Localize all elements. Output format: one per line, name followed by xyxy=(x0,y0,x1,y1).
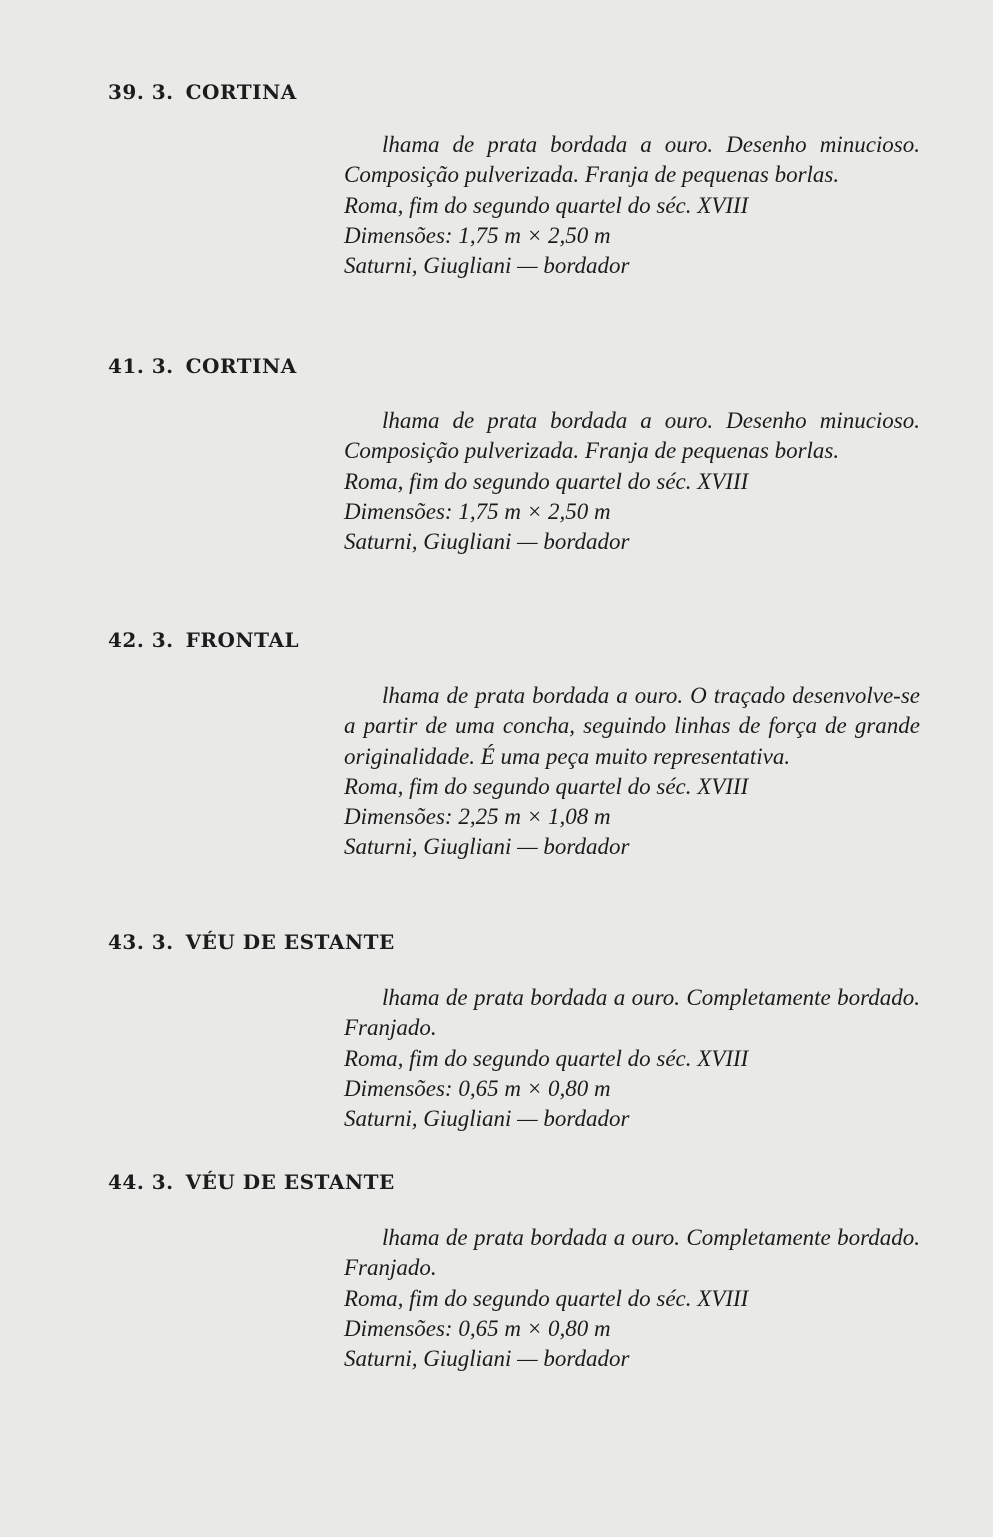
entry-description: lhama de prata bordada a ouro. Desenho minucioso. Composição pulverizada. Franja de pequenas borlas. xyxy=(344,132,920,188)
entry-number: 41. 3. xyxy=(108,354,174,378)
entry-heading xyxy=(108,930,395,954)
entry-heading xyxy=(108,354,297,378)
entry-title: FRONTAL xyxy=(185,628,300,652)
entry-description: lhama de prata bordada a ouro. Desenho minucioso. Composição pulverizada. Franja de pequenas borlas. xyxy=(344,408,920,464)
entry-origin: Roma, fim do segundo quartel do séc. XVIII xyxy=(344,773,749,799)
entry-origin: Roma, fim do segundo quartel do séc. XVIII xyxy=(344,1285,749,1311)
entry-maker: Saturni, Giugliani — bordador xyxy=(344,1346,630,1372)
entry-maker: Saturni, Giugliani — bordador xyxy=(344,834,630,860)
entry-maker: Saturni, Giugliani — bordador xyxy=(344,1106,630,1132)
entry-dimensions: Dimensões: 2,25 m × 1,08 m xyxy=(344,804,611,830)
entry-body xyxy=(344,130,920,281)
entry-description: lhama de prata bordada a ouro. Completamente bordado. Franjado. xyxy=(344,985,920,1041)
entry-heading xyxy=(108,628,299,652)
entry-body xyxy=(344,681,920,863)
entry-origin: Roma, fim do segundo quartel do séc. XVIII xyxy=(344,192,749,218)
entry-origin: Roma, fim do segundo quartel do séc. XVIII xyxy=(344,468,749,494)
entry-number: 44. 3. xyxy=(108,1170,174,1194)
entry-maker: Saturni, Giugliani — bordador xyxy=(344,253,630,279)
entry-body xyxy=(344,406,920,557)
entry-dimensions: Dimensões: 1,75 m × 2,50 m xyxy=(344,498,611,524)
entry-title: VÉU DE ESTANTE xyxy=(185,1170,395,1194)
entry-heading xyxy=(108,1170,395,1194)
entry-number: 42. 3. xyxy=(108,628,174,652)
entry-origin: Roma, fim do segundo quartel do séc. XVIII xyxy=(344,1045,749,1071)
entry-description: lhama de prata bordada a ouro. Completamente bordado. Franjado. xyxy=(344,1225,920,1281)
entry-description: lhama de prata bordada a ouro. O traçado desenvolve-se a partir de uma concha, seguindo linhas de força de grande originalidade. É uma peça muito representativa. xyxy=(344,683,920,769)
entry-dimensions: Dimensões: 1,75 m × 2,50 m xyxy=(344,222,611,248)
entry-title: CORTINA xyxy=(185,80,297,104)
entry-dimensions: Dimensões: 0,65 m × 0,80 m xyxy=(344,1315,611,1341)
entry-dimensions: Dimensões: 0,65 m × 0,80 m xyxy=(344,1075,611,1101)
entry-heading xyxy=(108,80,297,104)
entry-body xyxy=(344,1223,920,1374)
entry-body xyxy=(344,983,920,1134)
entry-number: 39. 3. xyxy=(108,80,174,104)
entry-number: 43. 3. xyxy=(108,930,174,954)
entry-title: CORTINA xyxy=(185,354,297,378)
entry-title: VÉU DE ESTANTE xyxy=(185,930,395,954)
entry-maker: Saturni, Giugliani — bordador xyxy=(344,529,630,555)
